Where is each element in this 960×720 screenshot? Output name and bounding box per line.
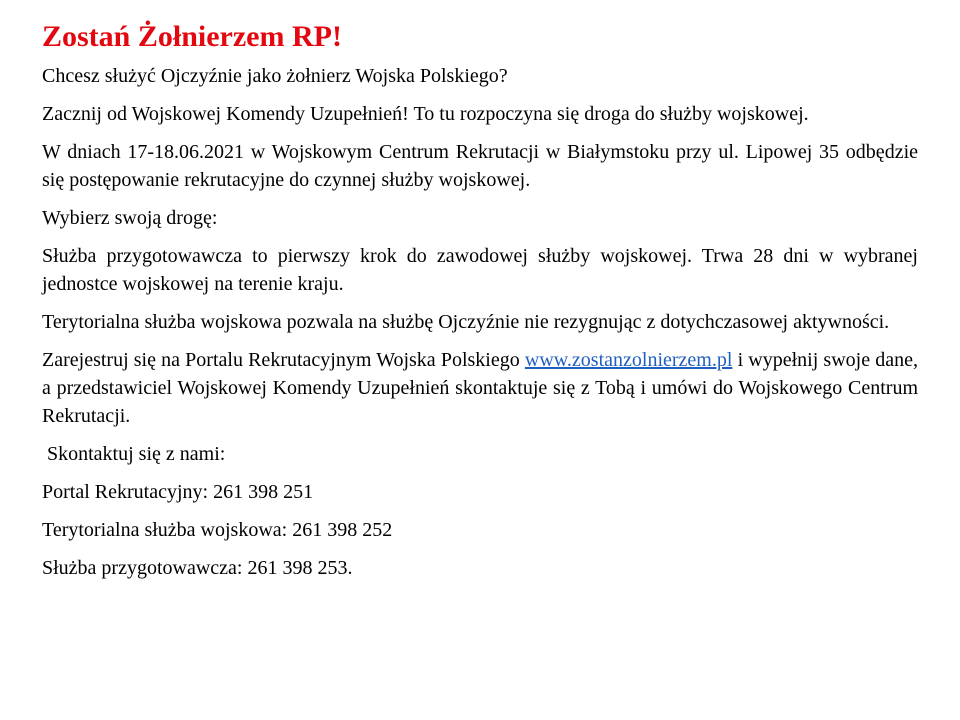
registration-text-before: Zarejestruj się na Portalu Rekrutacyjnym Wojska Polskiego	[42, 349, 525, 371]
recruitment-dates: W dniach 17-18.06.2021 w Wojskowym Centrum Rekrutacji w Białymstoku przy ul. Lipowej 35 odbędzie się postępowanie rekrutacyjne do czynnej służby wojskowej.	[42, 141, 918, 191]
registration-text-after: i wypełnij swoje dane, a przedstawiciel Wojskowej Komendy Uzupełnień skontaktuje się z Tobą i umówi do Wojskowego Centrum Rekrutacji.	[42, 349, 918, 427]
intro-question: Chcesz służyć Ojczyźnie jako żołnierz Wojska Polskiego?	[42, 65, 508, 87]
intro-wku: Zacznij od Wojskowej Komendy Uzupełnień! To tu rozpoczyna się droga do służby wojskowej.	[42, 103, 809, 125]
contact-territorial: Terytorialna służba wojskowa: 261 398 252	[42, 519, 393, 541]
preparatory-service-description: Służba przygotowawcza to pierwszy krok do zawodowej służby wojskowej. Trwa 28 dni w wybranej jednostce wojskowej na terenie kraju.	[42, 245, 918, 295]
territorial-service-description: Terytorialna służba wojskowa pozwala na służbę Ojczyźnie nie rezygnując z dotychczasowej aktywności.	[42, 311, 890, 333]
contact-heading	[42, 440, 918, 468]
contact-heading-text: Skontaktuj się z nami:	[47, 443, 226, 465]
choose-path-heading: Wybierz swoją drogę:	[42, 207, 218, 229]
page-title: Zostań Żołnierzem RP!	[42, 20, 342, 53]
registration-paragraph	[42, 346, 918, 430]
contact-preparatory: Służba przygotowawcza: 261 398 253.	[42, 557, 353, 579]
recruitment-portal-link[interactable]: www.zostanzolnierzem.pl	[524, 349, 733, 371]
contact-portal: Portal Rekrutacyjny: 261 398 251	[42, 481, 314, 503]
